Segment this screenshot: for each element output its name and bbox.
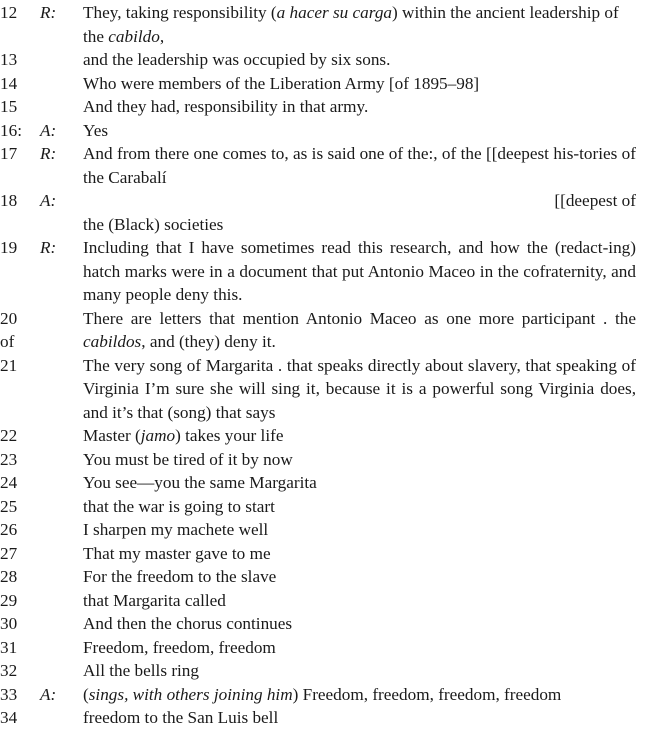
transcript xyxy=(0,1,650,730)
line-number: 24 xyxy=(0,473,18,492)
speaker-label: A: xyxy=(40,191,57,210)
line-text: You see—you the same Margarita xyxy=(83,473,317,492)
line-number: 13 xyxy=(0,50,18,69)
line-number: 31 xyxy=(0,637,18,657)
transcript-line-19 xyxy=(0,236,650,307)
transcript-line-32 xyxy=(0,659,650,683)
transcript-line-22 xyxy=(0,424,650,448)
transcript-line-12 xyxy=(0,1,650,48)
transcript-line-29 xyxy=(0,589,650,613)
line-text: I sharpen my machete well xyxy=(83,520,269,539)
speaker-label: R: xyxy=(40,144,57,163)
speaker-label: R: xyxy=(40,3,57,22)
line-text: You must be tired of it by now xyxy=(83,449,293,469)
line-text: The very song of Margarita . that speaks directly about slavery, that speaking of Virginia I’m sure she will sing it, because it is a powerful song Virginia does, and it’s that (song) that says xyxy=(83,355,636,422)
line-number: 25 xyxy=(0,496,18,516)
line-text: Master (jamo) takes your life xyxy=(83,426,284,445)
transcript-line-30 xyxy=(0,612,650,636)
transcript-line-34 xyxy=(0,706,650,730)
line-number: 29 xyxy=(0,590,18,610)
speaker-label: A: xyxy=(40,120,57,140)
line-number: 20 xyxy=(0,308,18,328)
transcript-line-24 xyxy=(0,471,650,495)
line-number: 27 xyxy=(0,543,18,563)
line-text: that the war is going to start xyxy=(83,496,275,516)
transcript-line-21 xyxy=(0,354,650,425)
transcript-line-17 xyxy=(0,142,650,189)
line-text: the (Black) societies xyxy=(83,214,224,234)
line-text: Freedom, freedom, freedom xyxy=(83,637,276,657)
line-number-continuation: of xyxy=(0,332,15,351)
line-text: Yes xyxy=(83,120,109,140)
line-text: (sings, with others joining him) Freedom, freedom, freedom, freedom xyxy=(83,684,562,704)
line-number: 22 xyxy=(0,426,18,445)
speaker-label: A: xyxy=(40,684,57,704)
line-text: freedom to the San Luis bell xyxy=(83,708,279,727)
line-text: That my master gave to me xyxy=(83,543,271,563)
transcript-line-14 xyxy=(0,72,650,96)
line-number: 19 xyxy=(0,238,18,257)
transcript-line-16 xyxy=(0,119,650,143)
transcript-line-28 xyxy=(0,565,650,589)
line-text: that Margarita called xyxy=(83,590,226,610)
overlap-text: [[deepest of xyxy=(554,191,636,210)
line-text: and the leadership was occupied by six sons. xyxy=(83,50,391,69)
transcript-line-33 xyxy=(0,683,650,707)
transcript-line-18 xyxy=(0,189,650,236)
line-number: 16: xyxy=(0,120,22,140)
line-text: There are letters that mention Antonio Maceo as one more participant . the cabildos, and (they) deny it. xyxy=(83,308,636,351)
line-text: For the freedom to the slave xyxy=(83,567,277,586)
line-number: 26 xyxy=(0,520,18,539)
line-number: 14 xyxy=(0,73,18,93)
line-text: All the bells ring xyxy=(83,661,199,680)
line-text: Including that I have sometimes read this research, and how the (redact-ing) hatch marks were in a document that put Antonio Maceo in the cofraternity, and many people deny this. xyxy=(83,238,636,304)
line-number: 17 xyxy=(0,144,18,163)
line-text: And they had, responsibility in that army. xyxy=(83,97,369,116)
line-number: 21 xyxy=(0,355,18,375)
line-text: Who were members of the Liberation Army [of 1895–98] xyxy=(83,73,480,93)
transcript-line-26 xyxy=(0,518,650,542)
line-text: And then the chorus continues xyxy=(83,614,293,633)
transcript-line-27 xyxy=(0,542,650,566)
transcript-line-25 xyxy=(0,495,650,519)
line-number: 32 xyxy=(0,661,18,680)
transcript-line-15 xyxy=(0,95,650,119)
line-number: 18 xyxy=(0,191,18,210)
line-number: 15 xyxy=(0,97,18,116)
transcript-line-23 xyxy=(0,448,650,472)
line-number: 30 xyxy=(0,614,18,633)
line-text: And from there one comes to, as is said one of the:, of the [[deepest his-tories of the Carabalí xyxy=(83,144,636,187)
line-number: 33 xyxy=(0,684,18,704)
transcript-line-31 xyxy=(0,636,650,660)
transcript-line-20 xyxy=(0,307,650,354)
line-number: 28 xyxy=(0,567,18,586)
line-number: 34 xyxy=(0,708,18,727)
line-text: They, taking responsibility (a hacer su carga) within the ancient leadership of the cabildo, xyxy=(83,3,619,46)
speaker-label: R: xyxy=(40,238,57,257)
line-number: 12 xyxy=(0,3,18,22)
transcript-line-13 xyxy=(0,48,650,72)
line-number: 23 xyxy=(0,449,18,469)
